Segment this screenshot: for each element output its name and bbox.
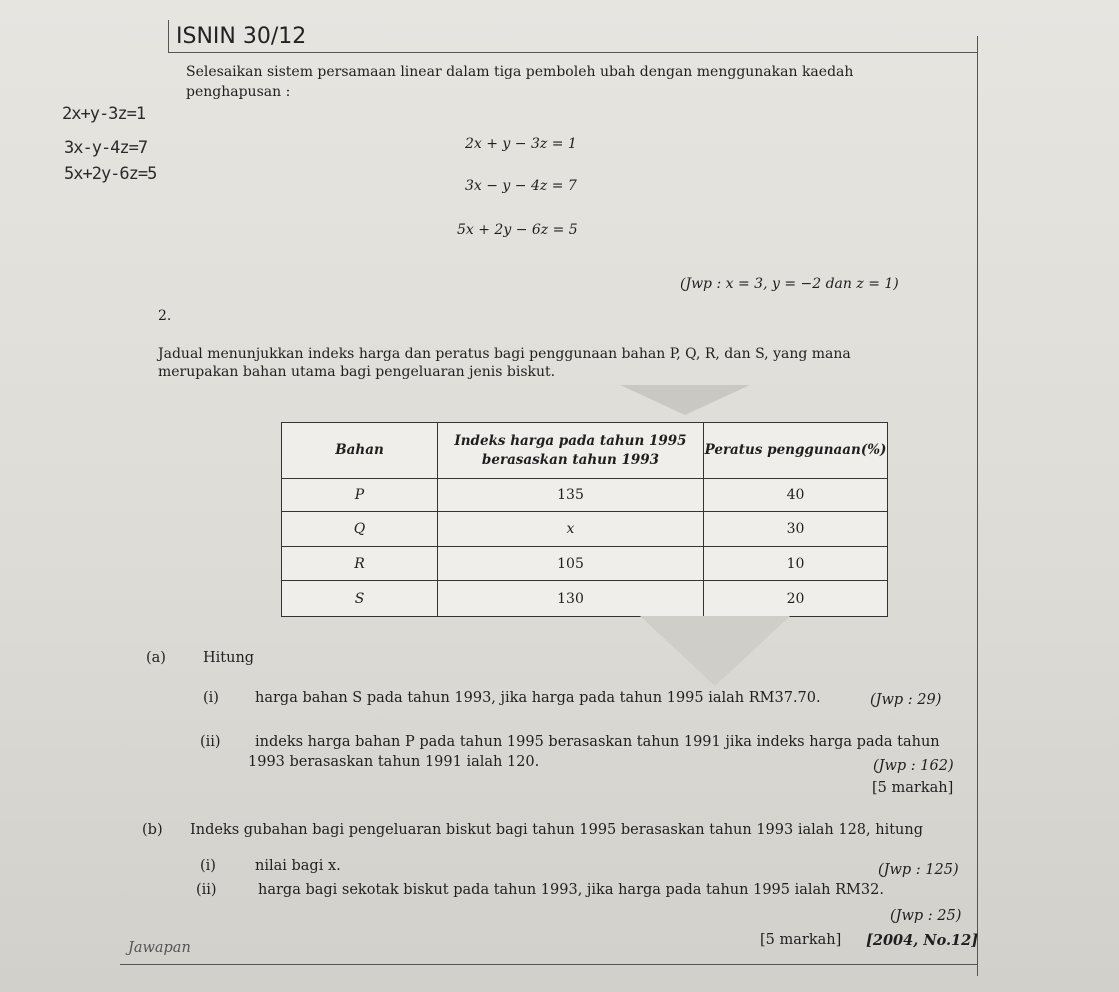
part-a-i-text: harga bahan S pada tahun 1993, jika harga pada tahun 1995 ialah RM37.70.	[255, 690, 821, 706]
table-cell-material: S	[282, 581, 438, 617]
equation-1: 2x + y − 3z = 1	[465, 136, 577, 152]
equation-2: 3x − y − 4z = 7	[465, 178, 577, 194]
header-rule	[168, 52, 978, 53]
part-a-i-label: (i)	[203, 690, 219, 706]
part-b-ii-text: harga bagi sekotak biskut pada tahun 1993, jika harga pada tahun 1995 ialah RM32.	[258, 882, 884, 898]
price-index-table	[281, 422, 888, 617]
handwritten-note-1: 2x+y-3z=1	[62, 104, 146, 124]
page-right-border	[977, 36, 978, 976]
table-cell-index: 130	[438, 581, 704, 617]
part-a-title: Hitung	[203, 650, 255, 666]
part-b-ii-answer: (Jwp : 25)	[890, 908, 962, 924]
part-b-i-label: (i)	[200, 858, 216, 874]
part-b-i-text: nilai bagi x.	[255, 858, 341, 874]
part-a-ii-label: (ii)	[200, 734, 221, 750]
table-header-bahan: Bahan	[282, 423, 438, 479]
table-header-index: Indeks harga pada tahun 1995 berasaskan tahun 1993	[438, 423, 704, 479]
handwritten-note-2: 3x-y-4z=7	[64, 138, 148, 158]
part-a-ii-answer: (Jwp : 162)	[873, 758, 954, 774]
part-a-ii-text1: indeks harga bahan P pada tahun 1995 berasaskan tahun 1991 jika indeks harga pada tahun	[255, 734, 940, 750]
paper-shadow	[620, 385, 750, 415]
table-cell-percent: 20	[704, 581, 888, 617]
page-header-code: ISNIN 30/12	[176, 24, 307, 49]
part-b-ii-label: (ii)	[196, 882, 217, 898]
table-header-percent: Peratus penggunaan(%)	[704, 423, 888, 479]
part-b-label: (b)	[142, 822, 163, 838]
table-cell-index: 105	[438, 547, 704, 581]
part-a-ii-text2: 1993 berasaskan tahun 1991 ialah 120.	[248, 754, 540, 770]
table-cell-percent: 10	[704, 547, 888, 581]
q1-instruction-line2: penghapusan :	[186, 84, 291, 100]
table-cell-material: P	[282, 479, 438, 512]
table-cell-percent: 30	[704, 512, 888, 547]
table-cell-material: Q	[282, 512, 438, 547]
q2-paragraph-line1: Jadual menunjukkan indeks harga dan peratus bagi penggunaan bahan P, Q, R, dan S, yang mana	[158, 346, 851, 362]
q1-instruction-line1: Selesaikan sistem persamaan linear dalam tiga pemboleh ubah dengan menggunakan kaedah	[186, 64, 854, 80]
table-row	[282, 479, 888, 512]
handwritten-note-3: 5x+2y-6z=5	[64, 164, 157, 184]
footer-rule	[120, 964, 978, 965]
equation-3: 5x + 2y − 6z = 5	[457, 222, 578, 238]
part-a-marks: [5 markah]	[872, 780, 954, 796]
part-b-i-answer: (Jwp : 125)	[878, 862, 959, 878]
q2-number: 2.	[158, 308, 172, 324]
part-a-i-answer: (Jwp : 29)	[870, 692, 942, 708]
table-row	[282, 547, 888, 581]
question-source: [2004, No.12]	[866, 932, 979, 949]
table-cell-index: x	[438, 512, 704, 547]
table-cell-material: R	[282, 547, 438, 581]
table-row	[282, 512, 888, 547]
header-left-border	[168, 20, 169, 53]
q2-paragraph-line2: merupakan bahan utama bagi pengeluaran jenis biskut.	[158, 364, 556, 380]
part-b-text: Indeks gubahan bagi pengeluaran biskut bagi tahun 1995 berasaskan tahun 1993 ialah 128, hitung	[190, 822, 924, 838]
q1-answer: (Jwp : x = 3, y = −2 dan z = 1)	[680, 276, 899, 292]
table-cell-percent: 40	[704, 479, 888, 512]
answer-label: Jawapan	[128, 940, 191, 956]
part-b-marks: [5 markah]	[760, 932, 842, 948]
table-header-row	[282, 423, 888, 479]
table-cell-index: 135	[438, 479, 704, 512]
paper-shadow-lower	[640, 616, 790, 686]
part-a-label: (a)	[146, 650, 166, 666]
table-row	[282, 581, 888, 617]
